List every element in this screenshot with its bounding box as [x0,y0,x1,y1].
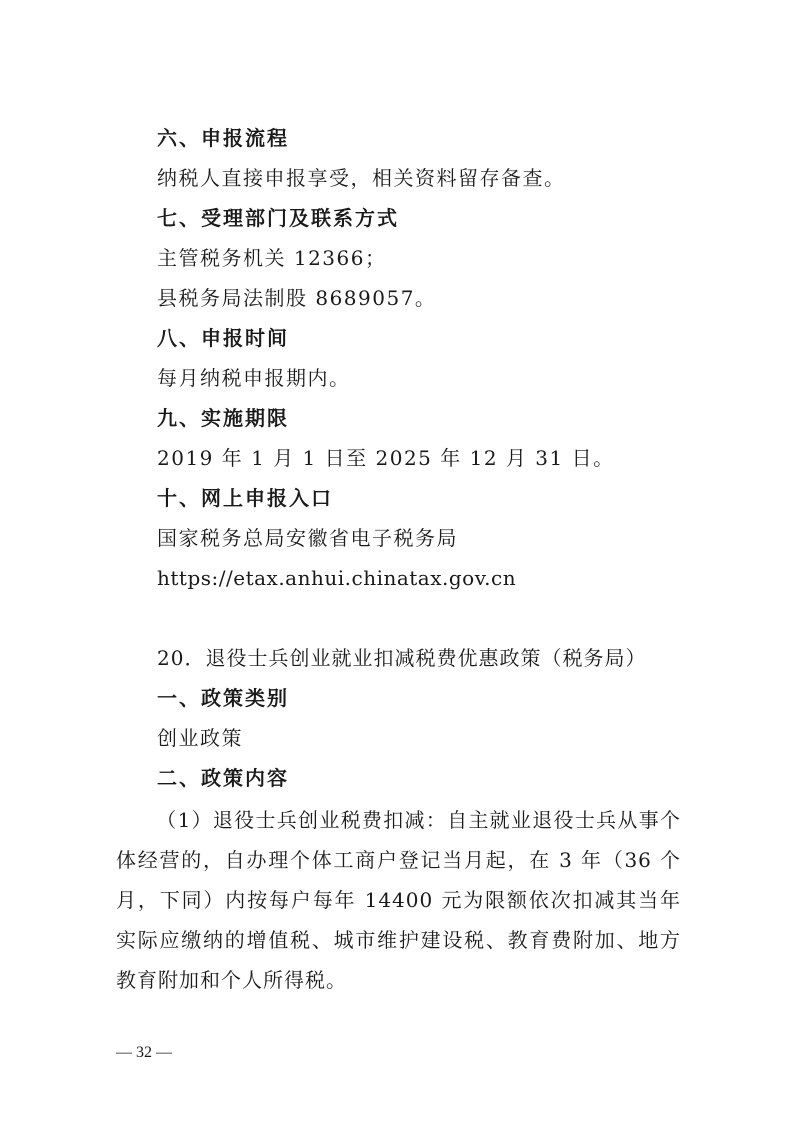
page-number: — 32 — [116,1044,172,1061]
section7-line2: 县税务局法制股 8689057。 [157,286,437,310]
policy20-title: 20．退役士兵创业就业扣减税费优惠政策（税务局） [157,646,647,670]
policy20-content-heading: 二、政策内容 [157,766,289,790]
policy20-content-paragraph [116,800,681,1000]
section7-line1: 主管税务机关 12366； [157,246,387,270]
section10-heading: 十、网上申报入口 [157,486,333,510]
section10-line1: 国家税务总局安徽省电子税务局 [157,526,458,550]
policy20-category-heading: 一、政策类别 [157,686,289,710]
policy20-content-text: （1）退役士兵创业税费扣减：自主就业退役士兵从事个体经营的，自办理个体工商户登记当月起，在 3 年（36 个月，下同）内按每户每年 14400 元为限额依次扣减其当年实际应缴纳的增值税、城市维护建设税、教育费附加、地方教育附加和个人所得税。 [116,808,681,992]
policy20-category-text: 创业政策 [157,726,243,750]
section8-text: 每月纳税申报期内。 [157,366,351,390]
section10-line2: https://etax.anhui.chinatax.gov.cn [157,566,517,590]
section6-text: 纳税人直接申报享受，相关资料留存备查。 [157,166,566,190]
section9-heading: 九、实施期限 [157,406,289,430]
section9-text: 2019 年 1 月 1 日至 2025 年 12 月 31 日。 [157,446,615,470]
section7-heading: 七、受理部门及联系方式 [157,206,399,230]
section6-heading: 六、申报流程 [157,126,289,150]
section8-heading: 八、申报时间 [157,326,289,350]
